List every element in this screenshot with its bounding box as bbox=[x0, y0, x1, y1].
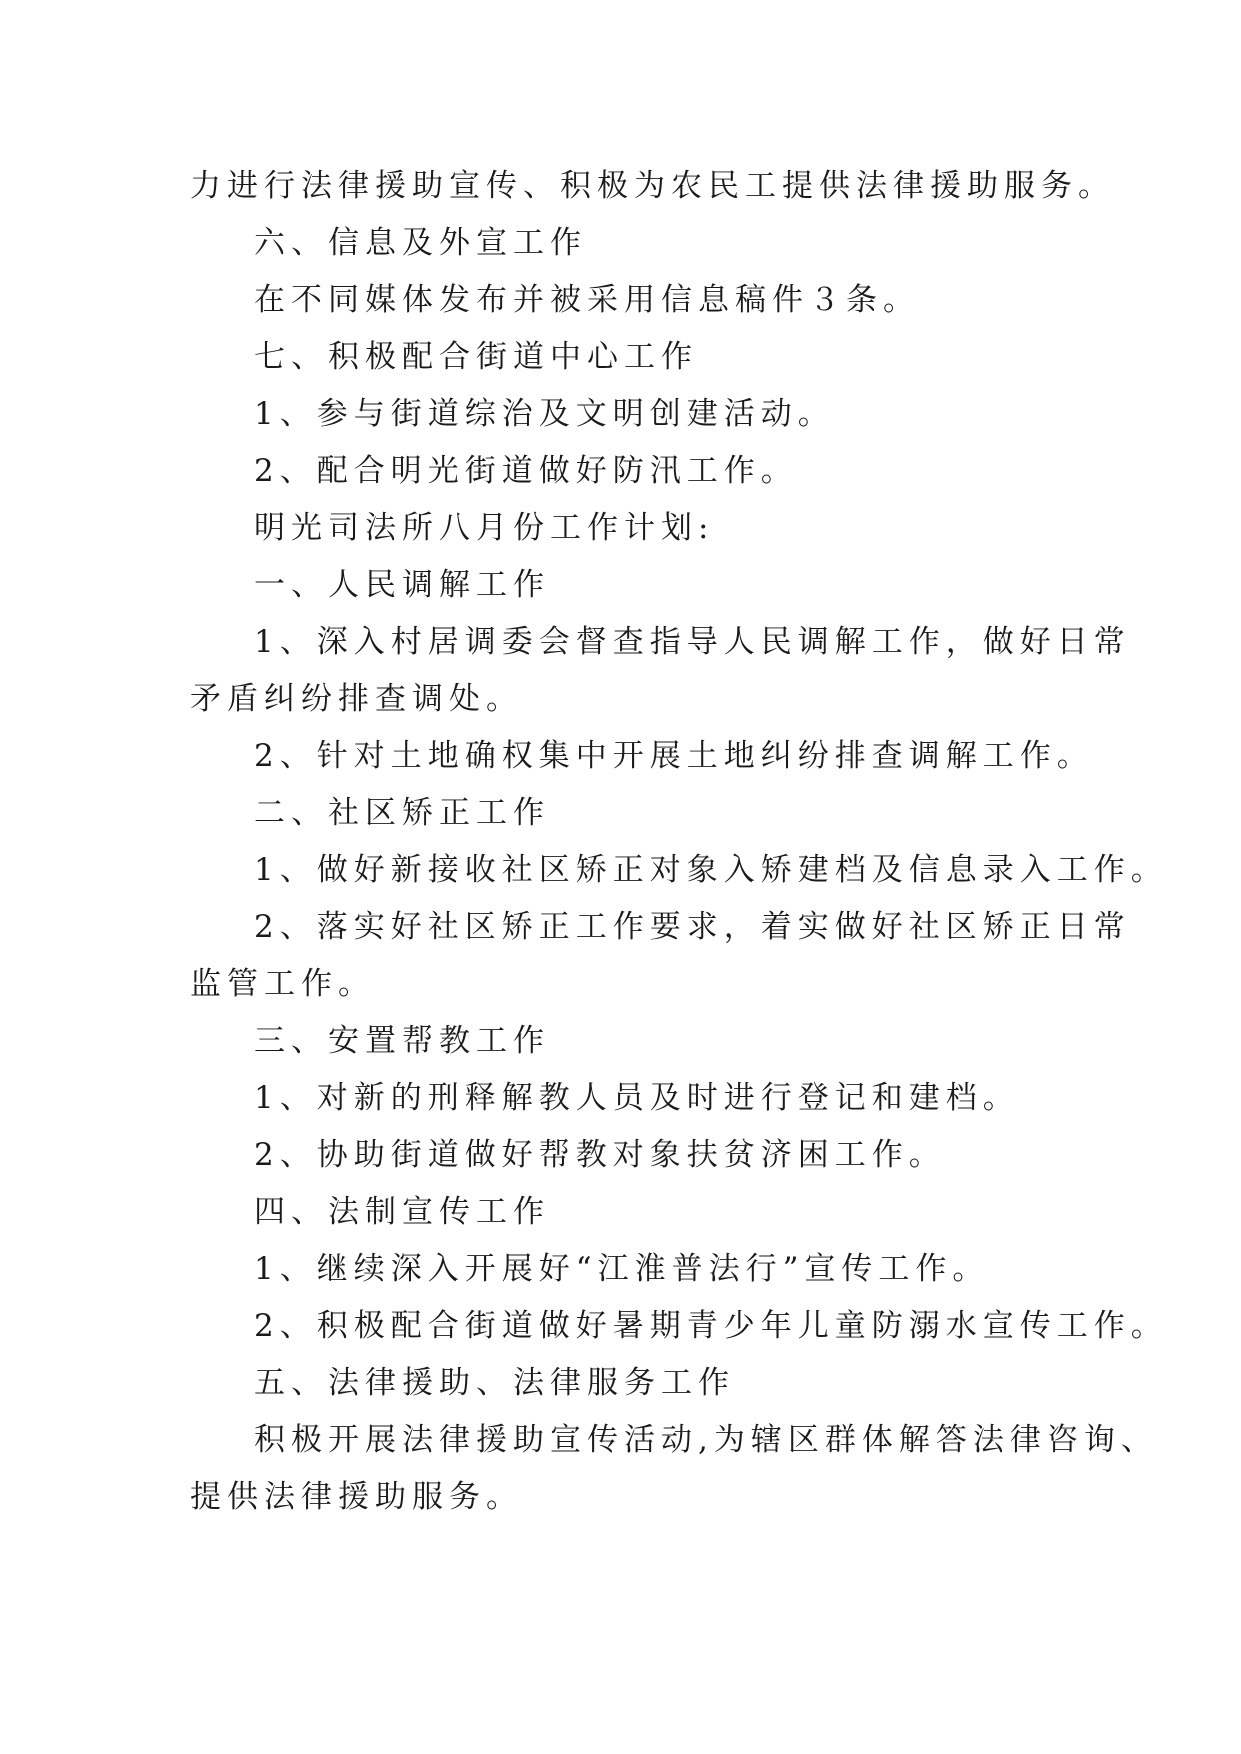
list-item: 2、积极配合街道做好暑期青少年儿童防溺水宣传工作。 bbox=[254, 1308, 1168, 1344]
list-item: 1、继续深入开展好“江淮普法行”宣传工作。 bbox=[254, 1251, 990, 1287]
list-item: 1、深入村居调委会督查指导人民调解工作，做好日常 bbox=[254, 624, 1131, 660]
list-item: 2、配合明光街道做好防汛工作。 bbox=[254, 453, 798, 489]
list-item: 2、针对土地确权集中开展土地纠纷排查调解工作。 bbox=[254, 738, 1094, 774]
paragraph-line: 在不同媒体发布并被采用信息稿件３条。 bbox=[254, 282, 920, 318]
list-item-continuation: 矛盾纠纷排查调处。 bbox=[190, 681, 523, 717]
section-heading: 三、安置帮教工作 bbox=[254, 1023, 550, 1059]
section-heading: 二、社区矫正工作 bbox=[254, 795, 550, 831]
list-item: 2、落实好社区矫正工作要求，着实做好社区矫正日常 bbox=[254, 909, 1131, 945]
section-heading: 一、人民调解工作 bbox=[254, 567, 550, 603]
list-item: 1、对新的刑释解教人员及时进行登记和建档。 bbox=[254, 1080, 1020, 1116]
section-heading: 五、法律援助、法律服务工作 bbox=[254, 1365, 735, 1401]
plan-title: 明光司法所八月份工作计划: bbox=[254, 510, 715, 546]
paragraph-line: 提供法律援助服务。 bbox=[190, 1479, 523, 1515]
paragraph-line: 积极开展法律援助宣传活动,为辖区群体解答法律咨询、 bbox=[254, 1422, 1158, 1458]
list-item: 1、做好新接收社区矫正对象入矫建档及信息录入工作。 bbox=[254, 852, 1168, 888]
section-heading: 七、积极配合街道中心工作 bbox=[254, 339, 698, 375]
section-heading: 六、信息及外宣工作 bbox=[254, 225, 587, 261]
list-item-continuation: 监管工作。 bbox=[190, 966, 375, 1002]
paragraph-line: 力进行法律援助宣传、积极为农民工提供法律援助服务。 bbox=[190, 168, 1115, 204]
section-heading: 四、法制宣传工作 bbox=[254, 1194, 550, 1230]
list-item: 2、协助街道做好帮教对象扶贫济困工作。 bbox=[254, 1137, 946, 1173]
list-item: 1、参与街道综治及文明创建活动。 bbox=[254, 396, 835, 432]
